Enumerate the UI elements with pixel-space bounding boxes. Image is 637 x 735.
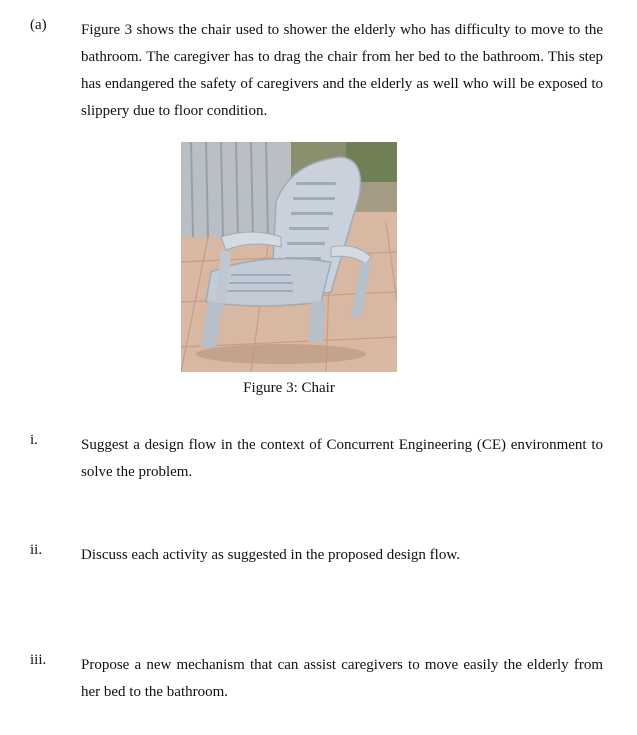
question-a-text: Figure 3 shows the chair used to shower the elderly who has difficulty to move to the bathroom. The caregiver has to drag the chair from her bed to the bathroom. This step has endangered the safety of caregivers and the elderly as well who will be exposed to slippery due to floor condition.	[81, 22, 603, 119]
sub-question-ii-label: ii.	[30, 542, 43, 558]
sub-question-iii-text: Propose a new mechanism that can assist caregivers to move easily the elderly from her bed to the bathroom.	[81, 657, 603, 700]
figure-caption: Figure 3: Chair	[243, 380, 335, 396]
sub-question-iii-label: iii.	[30, 652, 47, 668]
chair-illustration	[181, 142, 397, 372]
sub-question-i-label: i.	[30, 432, 38, 448]
chair-photo	[181, 142, 397, 372]
sub-question-i-text: Suggest a design flow in the context of Concurrent Engineering (CE) environment to solve the problem.	[81, 437, 603, 480]
question-a-label: (a)	[30, 17, 47, 33]
sub-question-ii-text: Discuss each activity as suggested in the proposed design flow.	[81, 547, 460, 563]
